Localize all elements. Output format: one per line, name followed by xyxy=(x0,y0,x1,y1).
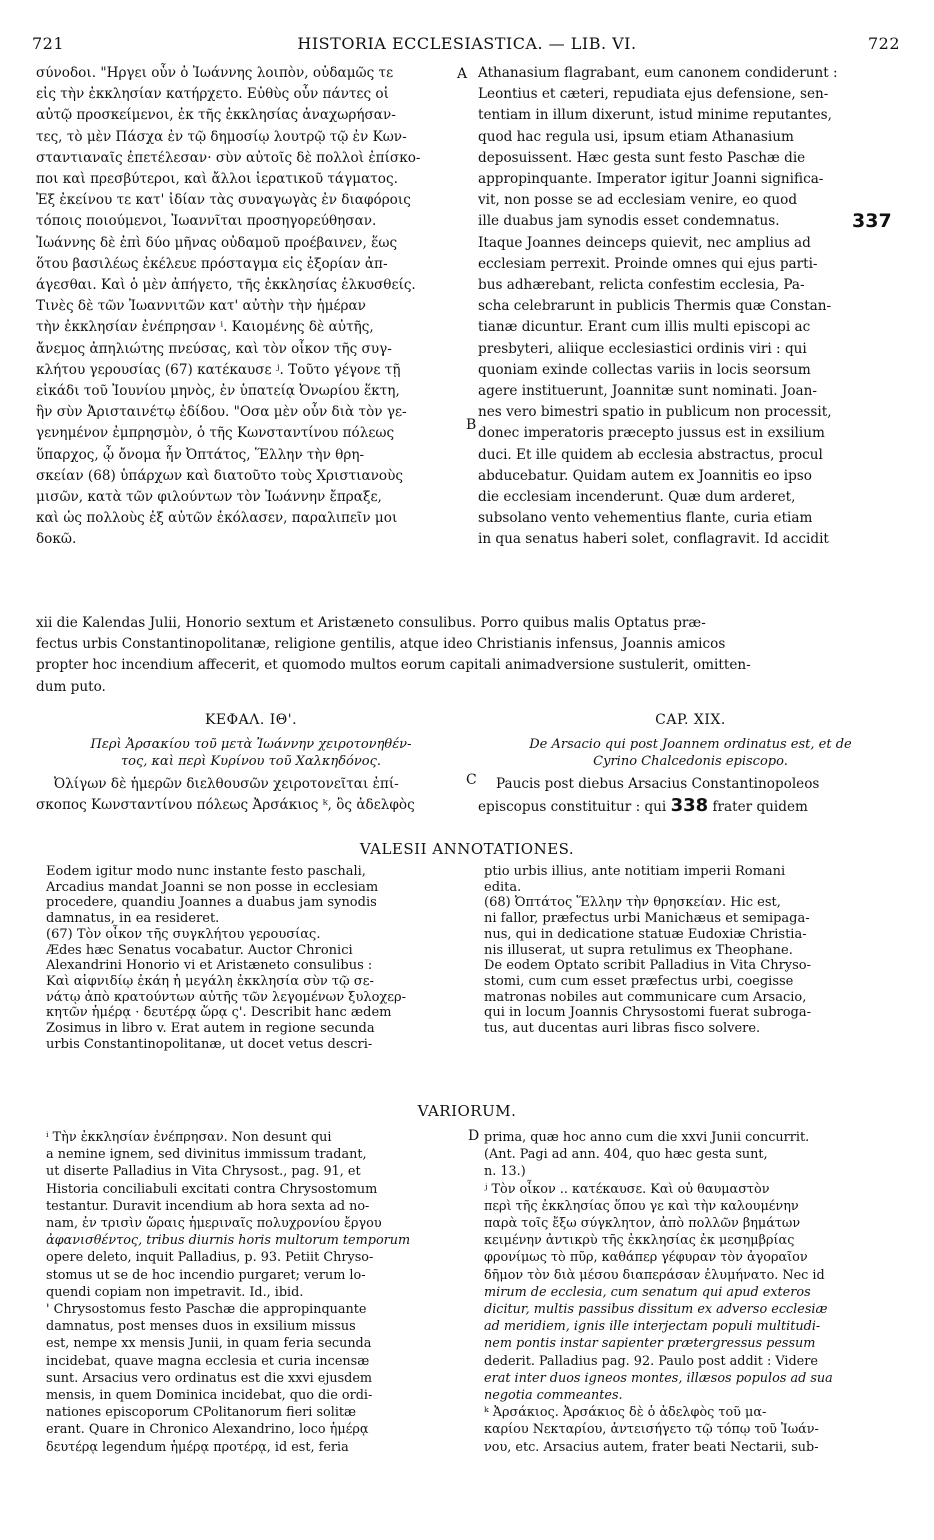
text-line: tentiam in illum dixerunt, istud minime reputantes, xyxy=(478,107,832,124)
chapter-subtitle-greek xyxy=(36,736,466,770)
text-line: Leontius et cæteri, repudiata ejus defensione, sen- xyxy=(478,86,829,103)
note-line: περὶ τῆς ἐκκλησίας ὅπου γε καὶ τὴν καλουμένην xyxy=(484,1198,799,1214)
note-line: stomus ut se de hoc incendio purgaret; verum lo- xyxy=(46,1267,366,1283)
subtitle-line: τος, καὶ περὶ Κυρίνου τοῦ Χαλκηδόνος. xyxy=(120,754,382,769)
note-line: a nemine ignem, sed divinitus immissum tradant, xyxy=(46,1147,367,1163)
text-line: εἰκάδι τοῦ Ἰουνίου μηνὸς, ἐν ὑπατείᾳ Ὀνωρίου ἕκτη, xyxy=(36,383,400,400)
text-line: bus adhærebant, relicta confestim ecclesia, Pa- xyxy=(478,277,805,294)
text-line: τες, τὸ μὲν Πάσχα ἐν τῷ δημοσίῳ λουτρῷ τῷ ἐν Κων- xyxy=(36,128,407,145)
text-line: abducebatur. Quidam autem ex Joannitis eo ipso xyxy=(478,467,812,484)
left-page-number: 721 xyxy=(32,34,65,53)
note-line: procedere, quandiu Joannes a duabus jam synodis xyxy=(46,895,377,911)
text-line: tianæ dicuntur. Erant cum illis multi episcopi ac xyxy=(478,319,811,336)
text-fragment: episcopus constituitur : qui xyxy=(478,799,667,815)
note-line: nus, qui in dedicatione statuæ Eudoxiæ Christia- xyxy=(484,926,807,942)
text-line: σκείαν (68) ὑπάρχων καὶ διατοῦτο τοὺς Χριστιανοὺς xyxy=(36,467,403,484)
note-line: Arcadius mandat Joanni se non posse in ecclesiam xyxy=(46,879,379,895)
note-line: (68) Ὀπτάτος Ἕλλην τὴν θρησκείαν. Hic est, xyxy=(484,895,781,911)
note-line: (Ant. Pagi ad ann. 404, quo hæc gesta sunt, xyxy=(484,1147,768,1163)
note-line: dederit. Palladius pag. 92. Paulo post addit : Videre xyxy=(484,1353,818,1369)
note-line: mensis, in quem Dominica incidebat, quo die ordi- xyxy=(46,1388,373,1404)
text-line: ἄνεμος ἀπηλιώτης πνεύσας, καὶ τὸν οἶκον τῆς συγ- xyxy=(36,340,392,357)
latin-column xyxy=(478,63,903,551)
note-line: ad meridiem, ignis ille interjectam populi multitudi- xyxy=(484,1319,821,1335)
note-line: νάτῳ ἀπὸ κρατούντων αὐτῆς τῶν λεγομένων ξυλοχερ- xyxy=(46,989,407,1005)
chapter-title-greek: ΚΕΦΑΛ. ΙΘ'. xyxy=(204,712,298,728)
text-line: appropinquante. Imperator igitur Joanni significa- xyxy=(478,171,824,188)
text-line: presbyteri, aliique ecclesiastici ordinis viri : qui xyxy=(478,340,807,357)
note-line: erant. Quare in Chronico Alexandrino, loco ἡμέρᾳ xyxy=(46,1422,369,1438)
text-line: δοκῶ. xyxy=(36,531,77,548)
margin-letter-a: A xyxy=(457,66,468,82)
note-line: (67) Τὸν οἶκον τῆς συγκλήτου γερουσίας. xyxy=(46,926,321,942)
note-line: κητῶν ἡμέρᾳ · δευτέρᾳ ὥρᾳ ς'. Describit hanc ædem xyxy=(46,1005,392,1021)
note-line: tus, aut ducentas auri libras fisco solvere. xyxy=(484,1021,761,1037)
page-mark-337: 337 xyxy=(852,210,892,232)
text-line: subsolano vento vehementius flante, curia etiam xyxy=(478,510,813,527)
page-mark-338: 338 xyxy=(670,795,709,816)
text-line xyxy=(478,795,903,818)
note-line: δευτέρᾳ legendum ἡμέρᾳ προτέρᾳ, id est, feria xyxy=(46,1439,349,1455)
note-line: nis illuserat, ut supra retulimus ex Theophane. xyxy=(484,942,793,958)
note-line: prima, quæ hoc anno cum die xxvi Junii concurrit. xyxy=(484,1130,810,1145)
text-line: κλήτου γερουσίας (67) κατέκαυσε ʲ. Τοῦτο γέγονε τῇ xyxy=(36,361,401,378)
chapter-subtitle-latin xyxy=(478,736,903,770)
chapter-title-latin: CAP. XIX. xyxy=(655,712,726,728)
note-line: urbis Constantinopolitanæ, ut docet vetus descri- xyxy=(46,1036,373,1052)
note-line: Ædes hæc Senatus vocabatur. Auctor Chronici xyxy=(46,942,353,958)
note-line: νου, etc. Arsacius autem, frater beati Nectarii, sub- xyxy=(484,1439,819,1455)
text-line: xii die Kalendas Julii, Honorio sextum et Aristæneto consulibus. Porro quibus malis Optatus præ- xyxy=(36,615,706,631)
note-line: De eodem Optato scribit Palladius in Vita Chryso- xyxy=(484,958,812,974)
text-line: scha celebrarunt in publicis Thermis quæ Constan- xyxy=(478,298,832,315)
note-line: testantur. Duravit incendium ab hora sexta ad no- xyxy=(46,1198,370,1214)
text-line: die ecclesiam incenderunt. Quæ dum arderet, xyxy=(478,489,796,506)
note-line: stomi, cum cum esset præfectus urbi, coegisse xyxy=(484,973,794,989)
running-title: HISTORIA ECCLESIASTICA. — LIB. VI. xyxy=(297,34,637,53)
text-line: σταντιαναῖς ἐπετέλεσαν· σὺν αὐτοῖς δὲ πολλοὶ ἐπίσκο- xyxy=(36,149,421,166)
text-line: αὐτῷ προσκείμενοι, ἐκ τῆς ἐκκλησίας ἀναχωρήσαν- xyxy=(36,107,396,124)
text-line: propter hoc incendium affecerit, et quomodo multos eorum capitali animadversione sustulerit, omitten- xyxy=(36,657,751,674)
note-line: sunt. Arsacius vero ordinatus est die xxvi ejusdem xyxy=(46,1370,373,1386)
valesii-right-column xyxy=(484,864,902,1037)
subtitle-line: De Arsacio qui post Joannem ordinatus est, et de xyxy=(529,737,852,752)
note-line: est, nempe xx mensis Junii, in quam feria secunda xyxy=(46,1336,372,1352)
text-line: ὕπαρχος, ᾧ ὄνομα ἦν Ὀπτάτος, Ἕλλην τὴν θρη- xyxy=(36,446,365,463)
text-line: τόποις ποιούμενοι, Ἰωαννῖται προσηγορεύθησαν. xyxy=(36,213,377,230)
text-line: quod hac regula usi, ipsum etiam Athanasium xyxy=(478,128,794,145)
text-line: deposuissent. Hæc gesta sunt festo Paschæ die xyxy=(478,149,806,166)
text-line: άγεσθαι. Καὶ ὁ μὲν ἀπήγετο, τῆς ἐκκλησίας ἑλκυσθείς. xyxy=(36,277,416,294)
note-line: κειμένην ἀντικρὺ τῆς ἐκκλησίας ἐκ μεσημβρίας xyxy=(484,1233,795,1249)
running-header xyxy=(30,34,904,56)
valesii-heading: VALESII ANNOTATIONES. xyxy=(359,840,575,858)
text-fragment: frater quidem xyxy=(712,799,808,815)
margin-letter-b: B xyxy=(466,417,477,433)
variorum-right-column xyxy=(484,1129,902,1456)
note-line: nam, ἐν τρισὶν ὥραις ἡμεριναῖς πολυχρονίου ἔργου xyxy=(46,1216,382,1232)
note-line: damnatus, post menses duos in exsilium missus xyxy=(46,1319,356,1335)
note-line: n. 13.) xyxy=(484,1164,526,1180)
note-line: παρὰ τοῖς ἔξω σύγκλητον, ἀπὸ πολλῶν βημάτων xyxy=(484,1216,801,1232)
text-line: Paucis post diebus Arsacius Constantinopoleos xyxy=(496,776,820,792)
note-line: Καὶ αἰφνιδίῳ ἐκάη ἡ μεγάλη ἐκκλησία σὺν τῷ σε- xyxy=(46,973,374,989)
text-line: τὴν ἐκκλησίαν ἐνέπρησαν ⁱ. Καιομένης δὲ αὐτῆς, xyxy=(36,319,374,336)
text-line: ὅτου βασιλέως ἐκέλευε πρόσταγμα εἰς ἐξορίαν ἀπ- xyxy=(36,255,388,272)
note-line: ni fallor, præfectus urbi Manichæus et semipaga- xyxy=(484,911,810,927)
variorum-heading: VARIORUM. xyxy=(417,1102,517,1120)
chapter-body-greek xyxy=(36,774,466,816)
text-line: Τινὲς δὲ τῶν Ἰωαννιτῶν κατ' αὐτὴν τὴν ἡμέραν xyxy=(36,298,366,315)
note-line: opere deleto, inquit Palladius, p. 93. Petiit Chryso- xyxy=(46,1250,374,1266)
note-line: καρίου Νεκταρίου, ἀντεισήγετο τῷ τόπῳ τοῦ Ἰωάν- xyxy=(484,1422,819,1438)
note-line: nationes episcoporum CPolitanorum fieri solitæ xyxy=(46,1405,357,1421)
note-line: qui in locum Joannis Chrysostomi fuerat subroga- xyxy=(484,1005,812,1021)
text-line: σκοπος Κωνσταντίνου πόλεως Ἀρσάκιος ᵏ, ὃς ἀδελφὸς xyxy=(36,797,415,813)
note-line: ἀφανισθέντος, tribus diurnis horis multorum temporum xyxy=(46,1233,411,1249)
text-line: vit, non posse se ad ecclesiam venire, eo quod xyxy=(478,192,798,209)
text-line: καὶ ὡς πολλοὺς ἐξ αὐτῶν ἐκόλασεν, παραλιπεῖν μοι xyxy=(36,510,398,527)
text-line: ποι καὶ πρεσβύτεροι, καὶ ἄλλοι ἱερατικοῦ τάγματος. xyxy=(36,171,398,188)
full-width-paragraph xyxy=(36,613,902,698)
note-line: erat inter duos igneos montes, illæsos populos ad sua xyxy=(484,1370,833,1386)
note-line: mirum de ecclesia, cum senatum qui apud exteros xyxy=(484,1284,811,1300)
margin-letter-d: D xyxy=(468,1128,480,1144)
text-line: Ἐξ ἐκείνου τε κατ' ἰδίαν τὰς συναγωγὰς ἐν διαφόροις xyxy=(36,192,411,209)
text-line: in qua senatus haberi solet, conflagravit. Id accidit xyxy=(478,531,829,548)
note-line: edita. xyxy=(484,879,522,895)
text-line: μισῶν, κατὰ τῶν φιλούντων τὸν Ἰωάννην ἔπραξε, xyxy=(36,489,382,506)
text-line: ecclesiam perrexit. Proinde omnes qui ejus parti- xyxy=(478,255,818,272)
note-line: Eodem igitur modo nunc instante festo paschali, xyxy=(46,864,366,879)
note-line: damnatus, in ea resideret. xyxy=(46,911,220,927)
text-line: duci. Et ille quidem ab ecclesia abstractus, procul xyxy=(478,446,823,463)
note-line: ᵏ Ἀρσάκιος. Ἀρσάκιος δὲ ὁ ἀδελφὸς τοῦ μα- xyxy=(484,1405,767,1421)
note-line: negotia commeantes. xyxy=(484,1388,623,1404)
text-line: Ἰωάννης δὲ ἐπὶ δύο μῆνας οὐδαμοῦ προέβαινεν, ἕως xyxy=(36,234,398,251)
text-line: ille duabus jam synodis esset condemnatus. xyxy=(478,213,780,230)
text-line: nes vero bimestri spatio in publicum non processit, xyxy=(478,404,832,421)
chapter-body-latin xyxy=(478,774,903,818)
note-line: incidebat, quave magna ecclesia et curia incensæ xyxy=(46,1353,370,1369)
note-line: nem pontis instar sapienter prætergressus pessum xyxy=(484,1336,816,1352)
note-line: δῆμον τὸν διὰ μέσου διαπεράσαν ἐλυμήνατο. Nec id xyxy=(484,1267,825,1283)
text-line: quoniam exinde collectas variis in locis seorsum xyxy=(478,361,811,378)
note-line: φρονίμως τὸ πῦρ, καθάπερ γέφυραν τὸν ἀγοραῖον xyxy=(484,1250,808,1266)
text-line: Ὀλίγων δὲ ἡμερῶν διελθουσῶν χειροτονεῖται ἐπί- xyxy=(54,776,399,792)
valesii-left-column xyxy=(46,864,464,1052)
note-line: Historia conciliabuli excitati contra Chrysostomum xyxy=(46,1181,378,1197)
note-line: quendi copiam non impetravit. Id., ibid. xyxy=(46,1284,304,1300)
text-line: fectus urbis Constantinopolitanæ, religione gentilis, atque ideo Christianis infensus, Joannis amicos xyxy=(36,636,726,653)
note-line: ' Chrysostomus festo Paschæ die appropinquante xyxy=(46,1302,367,1318)
subtitle-line: Περὶ Ἀρσακίου τοῦ μετὰ Ἰωάννην χειροτονηθέν- xyxy=(90,737,412,752)
variorum-left-column xyxy=(46,1129,464,1456)
text-line: Athanasium flagrabant, eum canonem condiderunt : xyxy=(478,65,838,81)
text-line: ἣν σὺν Ἀρισταινέτῳ ἐδίδου. "Οσα μὲν οὖν διὰ τὸν γε- xyxy=(36,404,407,421)
note-line: dicitur, multis passibus dissitum ex adverso ecclesiæ xyxy=(484,1302,828,1318)
note-line: ʲ Τὸν οἶκον .. κατέκαυσε. Καὶ οὐ θαυμαστὸν xyxy=(484,1181,770,1197)
subtitle-line: Cyrino Chalcedonis episcopo. xyxy=(593,754,788,769)
note-line: ptio urbis illius, ante notitiam imperii Romani xyxy=(484,864,786,879)
text-line: Itaque Joannes deinceps quievit, nec amplius ad xyxy=(478,234,811,251)
note-line: matronas nobiles aut communicare cum Arsacio, xyxy=(484,989,807,1005)
margin-letter-c: C xyxy=(466,772,477,788)
text-line: εἰς τὴν ἐκκλησίαν κατήρχετο. Εὐθὺς οὖν πάντες οἱ xyxy=(36,86,389,103)
text-line: dum puto. xyxy=(36,678,106,695)
text-line: donec imperatoris præcepto jussus est in exsilium xyxy=(478,425,825,442)
text-line: γενημένον ἐμπρησμὸν, ὁ τῆς Κωνσταντίνου πόλεως xyxy=(36,425,395,442)
note-line: ut diserte Palladius in Vita Chrysost., pag. 91, et xyxy=(46,1164,361,1180)
text-line: σύνοδοι. "Ηργει οὖν ὁ Ἰωάννης λοιπὸν, οὐδαμῶς τε xyxy=(36,65,394,81)
note-line: Alexandrini Honorio vi et Aristæneto consulibus : xyxy=(46,958,373,974)
right-page-number: 722 xyxy=(867,34,900,53)
text-line: agere instituerunt, Joannitæ sunt nominati. Joan- xyxy=(478,383,817,400)
note-line: ⁱ Τὴν ἐκκλησίαν ἐνέπρησαν. Non desunt qui xyxy=(46,1130,332,1145)
note-line: Zosimus in libro v. Erat autem in regione secunda xyxy=(46,1021,375,1037)
greek-column xyxy=(36,63,466,551)
